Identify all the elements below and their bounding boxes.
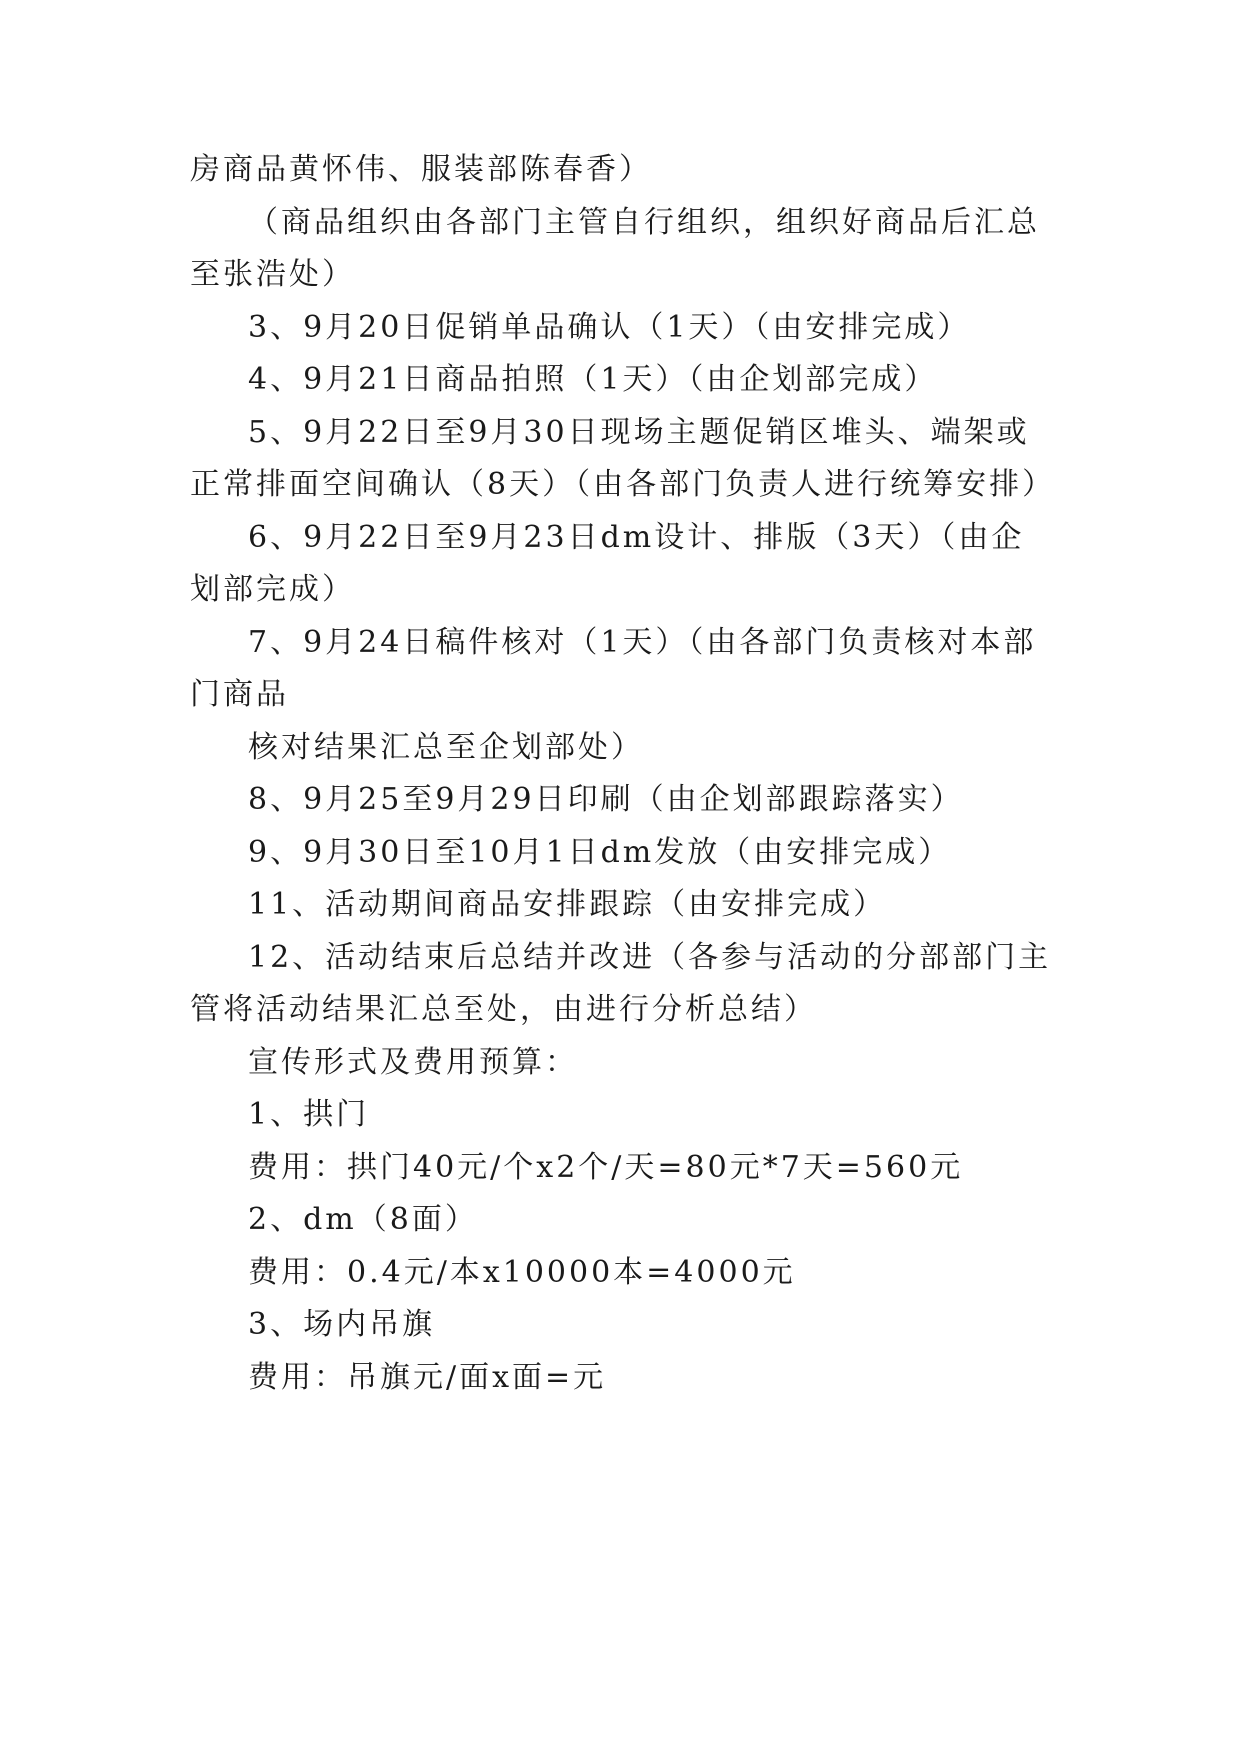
text-line: 6、9月22日至9月23日dm设计、排版（3天）（由企 xyxy=(248,520,1025,555)
text-line: 管将活动结果汇总至处，由进行分析总结） xyxy=(190,992,817,1027)
section-heading: 宣传形式及费用预算： xyxy=(248,1045,578,1080)
text-line: 4、9月21日商品拍照（1天）（由企划部完成） xyxy=(248,362,938,397)
text-line: 12、活动结束后总结并改进（各参与活动的分部部门主 xyxy=(248,940,1052,975)
text-line: 至张浩处） xyxy=(190,257,355,292)
text-line: 3、场内吊旗 xyxy=(248,1307,436,1342)
text-line: （商品组织由各部门主管自行组织，组织好商品后汇总 xyxy=(248,205,1040,240)
text-line: 门商品 xyxy=(190,677,289,712)
text-line: 7、9月24日稿件核对（1天）（由各部门负责核对本部 xyxy=(248,625,1037,660)
text-line: 11、活动期间商品安排跟踪（由安排完成） xyxy=(248,887,887,922)
text-line: 正常排面空间确认（8天）（由各部门负责人进行统筹安排） xyxy=(190,467,1056,502)
text-line: 费用：拱门40元/个x2个/天=80元*7天=560元 xyxy=(248,1150,964,1185)
text-line: 9、9月30日至10月1日dm发放（由安排完成） xyxy=(248,835,952,870)
text-line: 费用：吊旗元/面x面=元 xyxy=(248,1360,607,1395)
text-line: 3、9月20日促销单品确认（1天）（由安排完成） xyxy=(248,310,971,345)
text-line: 1、拱门 xyxy=(248,1097,370,1132)
text-line: 2、dm（8面） xyxy=(248,1202,478,1237)
text-line: 8、9月25至9月29日印刷（由企划部跟踪落实） xyxy=(248,782,964,817)
text-line: 5、9月22日至9月30日现场主题促销区堆头、端架或 xyxy=(248,415,1030,450)
text-line: 划部完成） xyxy=(190,572,355,607)
text-line: 费用：0.4元/本x10000本=4000元 xyxy=(248,1255,796,1290)
text-line: 核对结果汇总至企划部处） xyxy=(248,730,644,765)
text-line: 房商品黄怀伟、服装部陈春香） xyxy=(190,152,652,187)
